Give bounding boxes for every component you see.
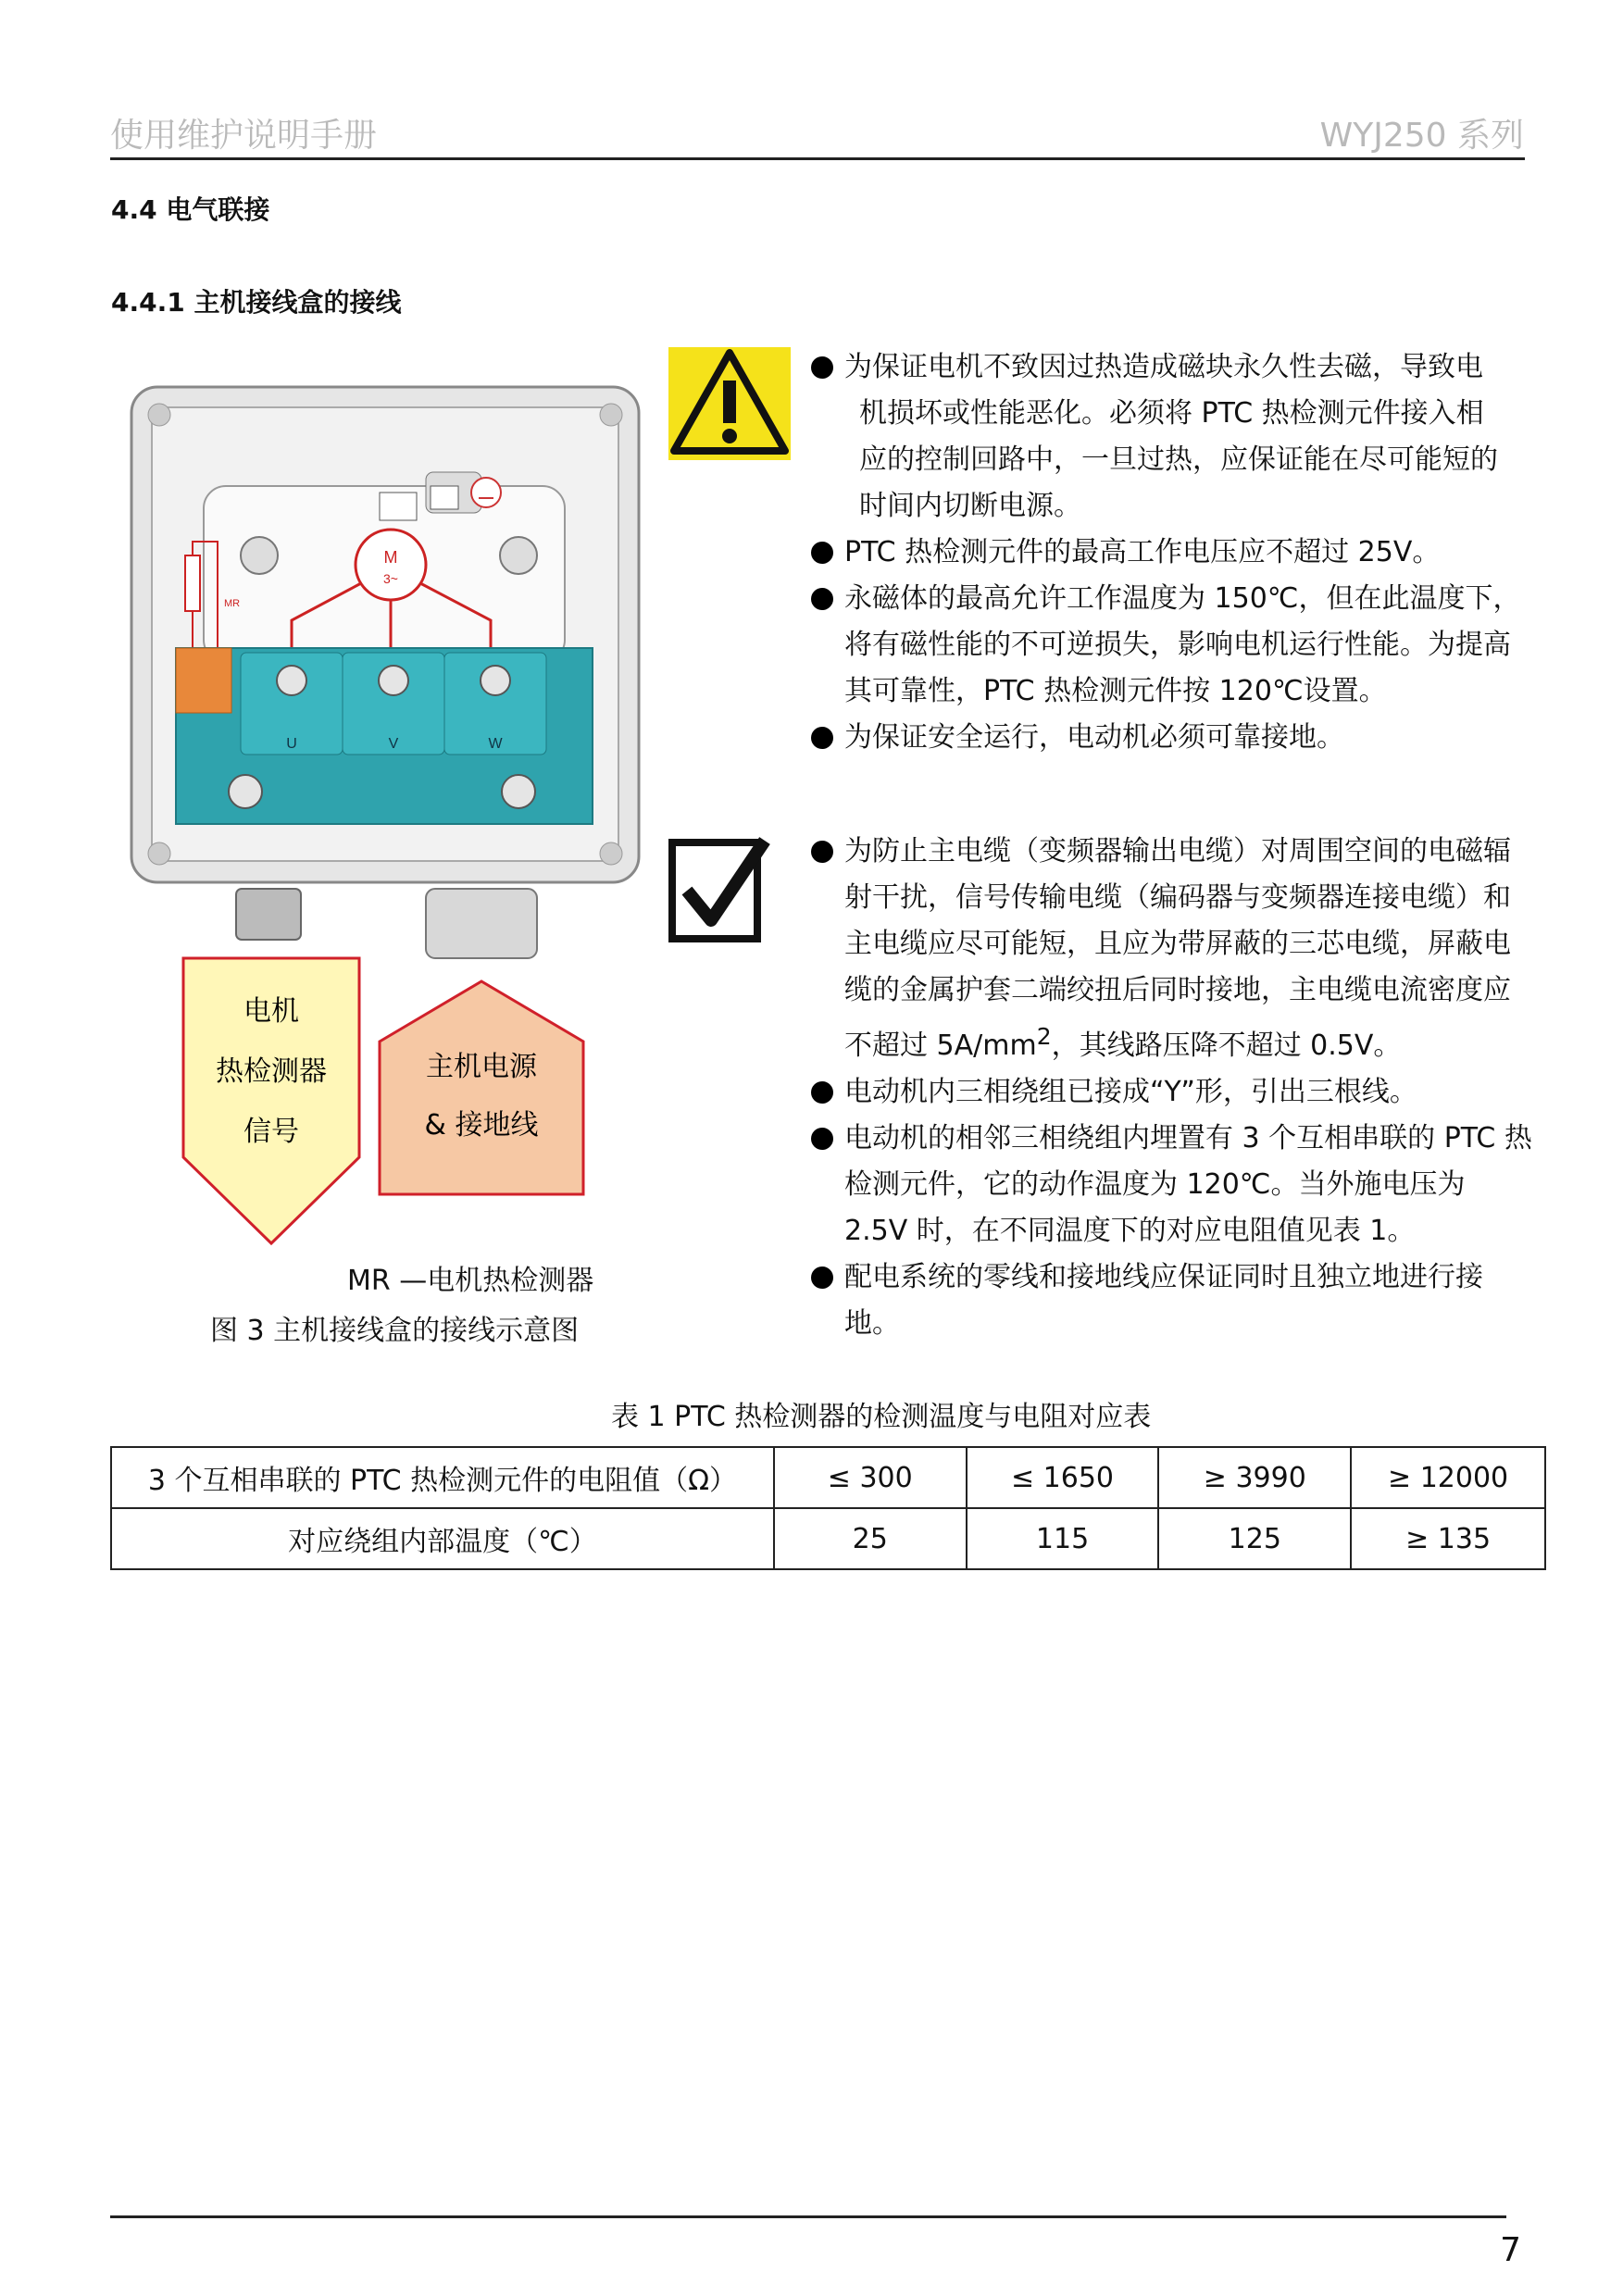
table-row [111,1447,1545,1508]
header-left-title: 使用维护说明手册 [110,117,378,155]
table-caption: 表 1 PTC 热检测器的检测温度与电阻对应表 [611,1401,1152,1433]
table-row [111,1508,1545,1569]
ptc-table [110,1446,1546,1570]
table-cell: ≤ 1650 [967,1447,1159,1508]
table-cell: ≥ 12000 [1351,1447,1545,1508]
figure-caption: 图 3 主机接线盒的接线示意图 [210,1315,580,1347]
motor-sub-label: 3~ [383,571,398,586]
list-item: 永磁体的最高允许工作温度为 150℃，但在此温度下，将有磁性能的不可逆损失，影响电机运行性能。为提高其可靠性，PTC 热检测元件按 120℃设置。 [811,576,1533,715]
checkmark-icon [668,833,776,946]
warning-icon [668,347,791,460]
table-cell: 25 [774,1508,967,1569]
arrow-left-line1: 电机 [243,995,299,1028]
table-cell: 对应绕组内部温度（℃） [111,1508,774,1569]
list-item: PTC 热检测元件的最高工作电压应不超过 25V。 [811,530,1533,576]
mr-small-label: MR [224,598,241,609]
terminal-v: V [388,736,399,752]
list-item: 为防止主电缆（变频器输出电缆）对周围空间的电磁辐射干扰，信号传输电缆（编码器与变频器连接电缆）和主电缆应尽可能短，且应为带屏蔽的三芯电缆，屏蔽电缆的金属护套二端绞扭后同时接地，主电缆电流密度应不超过 $5A/mm^2$，其线路压降不超过 0.5V。 [811,829,1533,1069]
arrow-left-line3: 信号 [243,1116,299,1148]
page-number: 7 [1500,2231,1521,2269]
terminal-u: U [286,736,297,752]
section-title: 4.4 电气联接 [111,194,270,225]
table-cell: ≤ 300 [774,1447,967,1508]
footer-rule [110,2215,1506,2218]
arrow-right-line1: 主机电源 [426,1051,537,1083]
header-rule [110,157,1525,160]
list-item: 电动机的相邻三相绕组内埋置有 3 个互相串联的 PTC 热检测元件，它的动作温度为 120℃。当外施电压为 2.5V 时，在不同温度下的对应电阻值见表 1。 [811,1116,1533,1254]
arrow-right-line2: & 接地线 [424,1109,539,1142]
notes-list [811,829,1533,1347]
warning-list [811,344,1533,761]
table-cell: 115 [967,1508,1159,1569]
motor-label: M [383,548,398,567]
mr-note: MR —电机热检测器 [347,1265,594,1297]
list-item: 为保证电机不致因过热造成磁块永久性去磁，导致电 机损坏或性能恶化。必须将 PTC 热检测元件接入相 应的控制回路中，一旦过热，应保证能在尽可能短的 时间内切断电源。 [811,344,1533,530]
terminal-w: W [488,736,503,752]
table-cell: ≥ 135 [1351,1508,1545,1569]
list-item: 为保证安全运行，电动机必须可靠接地。 [811,715,1533,761]
table-cell: ≥ 3990 [1158,1447,1351,1508]
arrow-left-line2: 热检测器 [216,1055,327,1088]
header-right-series: WYJ250 系列 [1319,117,1524,155]
table-cell: 125 [1158,1508,1351,1569]
list-item: 电动机内三相绕组已接成“Y”形，引出三根线。 [811,1069,1533,1116]
terminal-box-diagram [111,333,648,1259]
list-item: 配电系统的零线和接地线应保证同时且独立地进行接地。 [811,1254,1533,1347]
subsection-title: 4.4.1 主机接线盒的接线 [111,287,402,318]
table-cell: 3 个互相串联的 PTC 热检测元件的电阻值（Ω） [111,1447,774,1508]
